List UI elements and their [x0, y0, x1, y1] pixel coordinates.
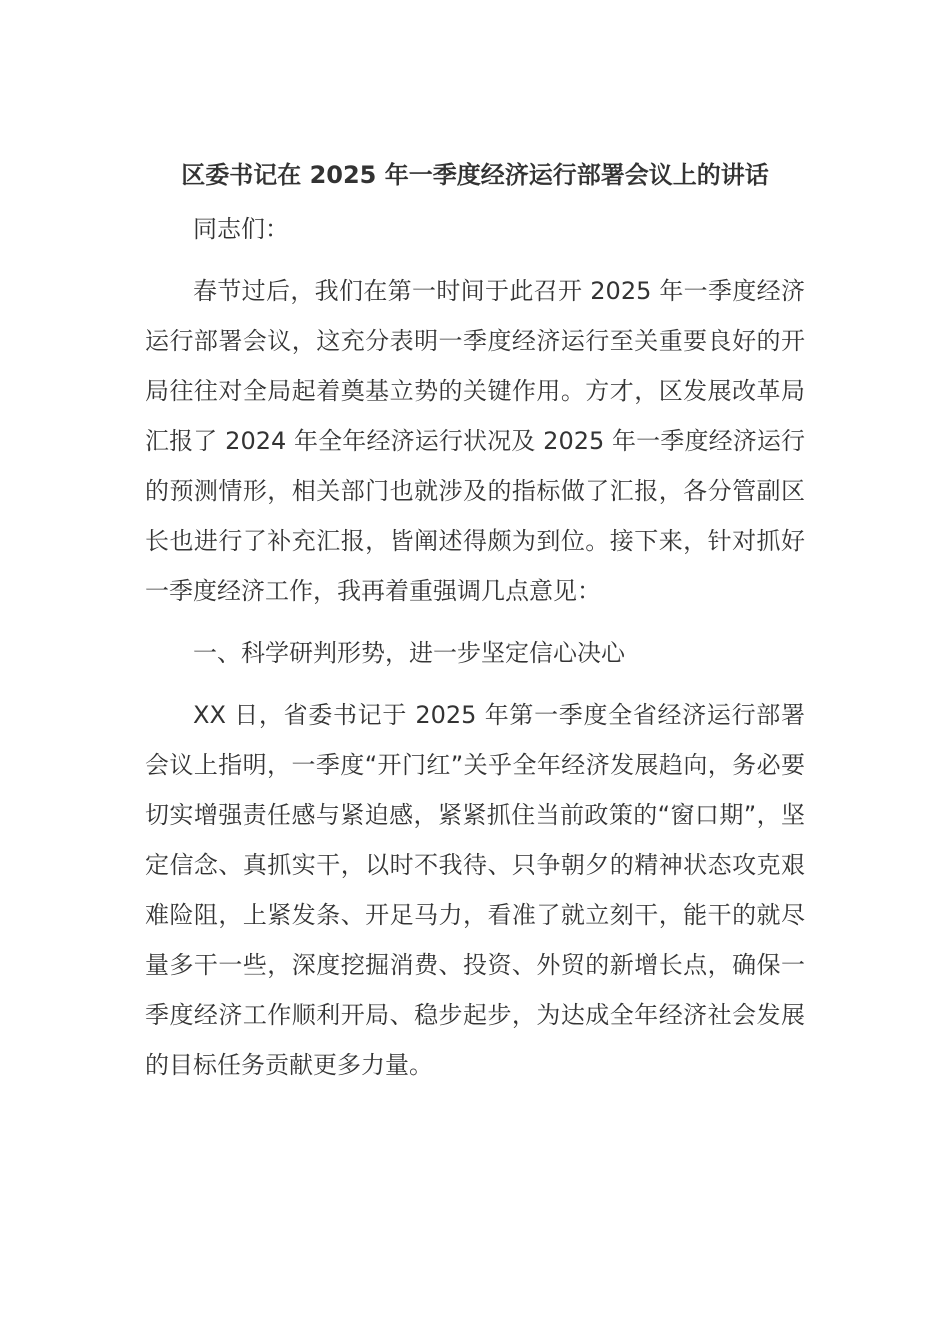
document-title: 区委书记在 2025 年一季度经济运行部署会议上的讲话: [181, 161, 769, 189]
paragraph-section-1: XX 日，省委书记于 2025 年第一季度全省经济运行部署会议上指明，一季度“开门红”关乎全年经济发展趋向，务必要切实增强责任感与紧迫感，紧紧抓住当前政策的“窗口期”，坚定信念、真抓实干，以时不我待、只争朝夕的精神状态攻克艰难险阻，上紧发条、开足马力，看准了就立刻干，能干的就尽量多干一些，深度挖掘消费、投资、外贸的新增长点，确保一季度经济工作顺利开局、稳步起步，为达成全年经济社会发展的目标任务贡献更多力量。: [145, 701, 805, 1079]
salutation: 同志们：: [193, 215, 289, 243]
document-body: [145, 150, 805, 1090]
paragraph-intro: 春节过后，我们在第一时间于此召开 2025 年一季度经济运行部署会议，这充分表明一季度经济运行至关重要良好的开局往往对全局起着奠基立势的关键作用。方才，区发展改革局汇报了 2024 年全年经济运行状况及 2025 年一季度经济运行的预测情形，相关部门也就涉及的指标做了汇报，各分管副区长也进行了补充汇报，皆阐述得颇为到位。接下来，针对抓好一季度经济工作，我再着重强调几点意见：: [145, 277, 805, 605]
section-heading-1: 一、科学研判形势，进一步坚定信心决心: [193, 639, 625, 667]
